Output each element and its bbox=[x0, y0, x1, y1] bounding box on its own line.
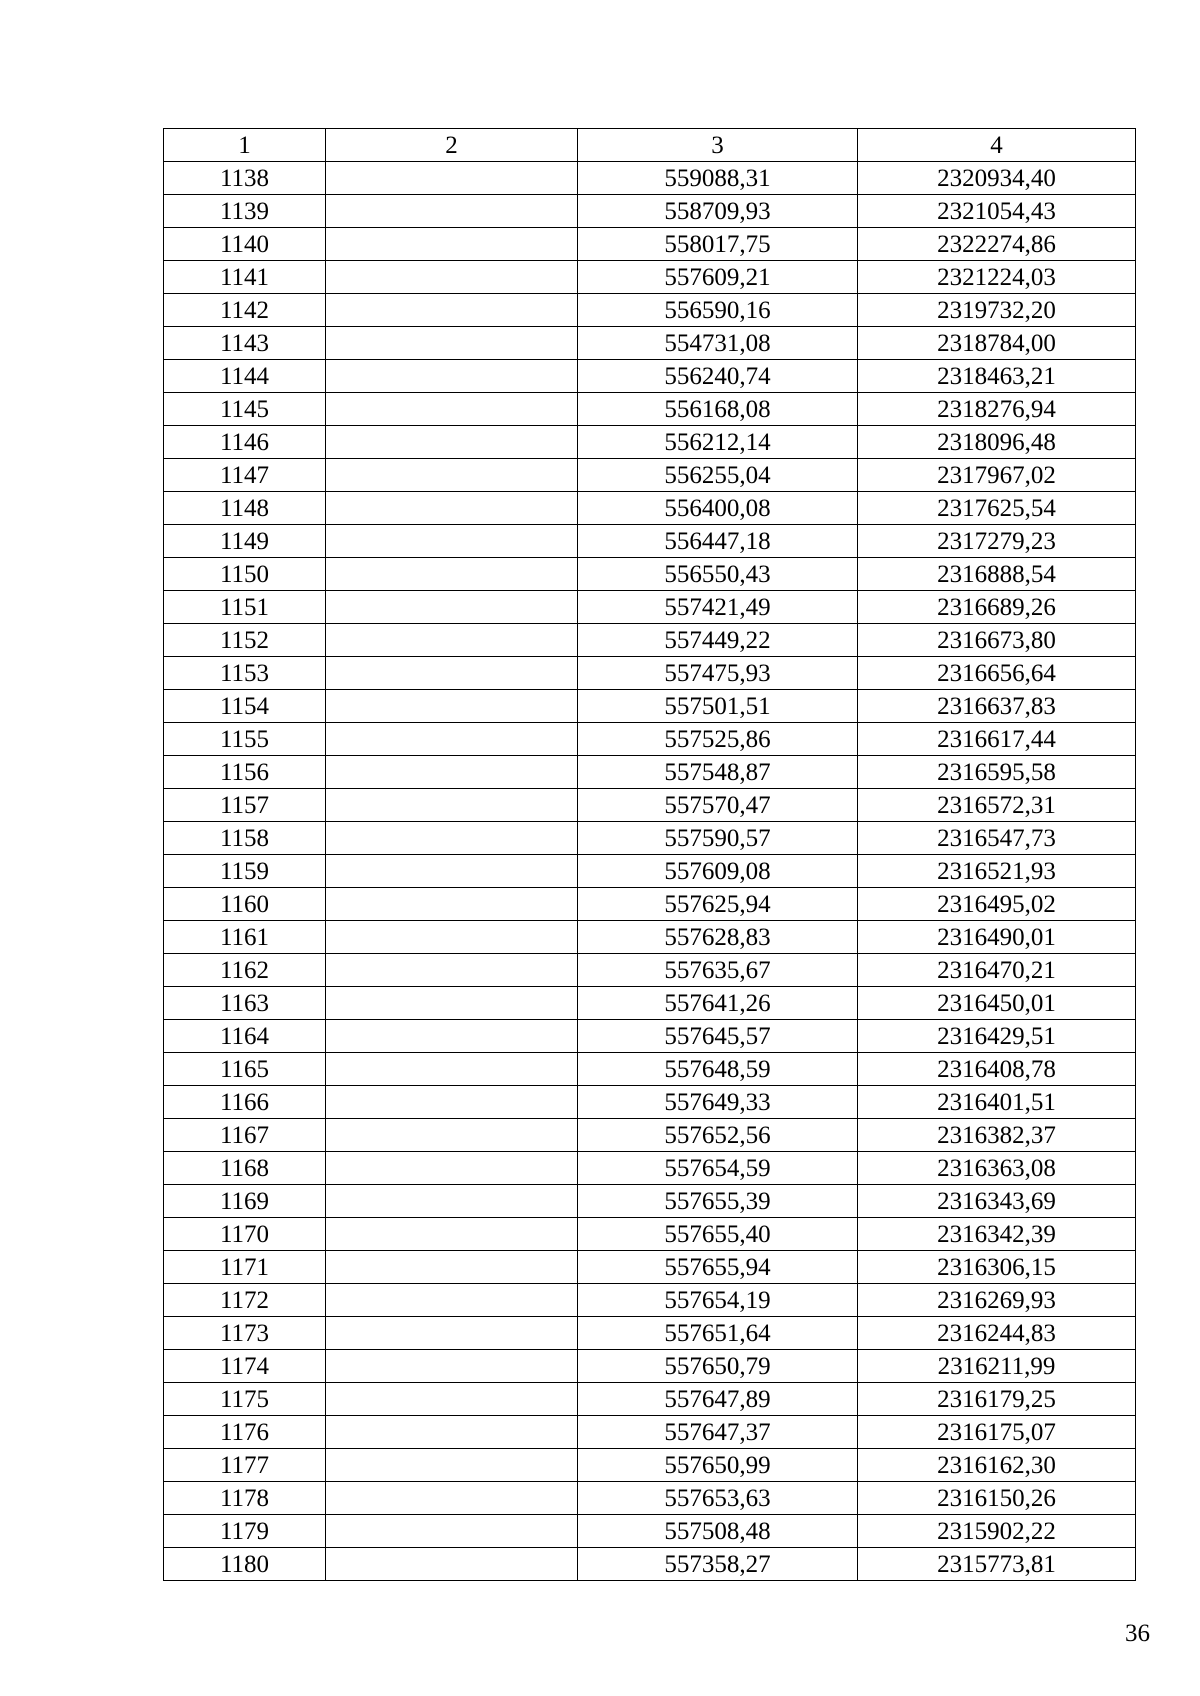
point-number-cell: 1176 bbox=[164, 1416, 326, 1449]
table-row bbox=[164, 162, 1136, 195]
coordinate-y-cell: 2316179,25 bbox=[858, 1383, 1136, 1416]
coordinate-x-cell: 557648,59 bbox=[578, 1053, 858, 1086]
column-2-cell bbox=[326, 987, 578, 1020]
table-row bbox=[164, 1020, 1136, 1053]
table-row bbox=[164, 558, 1136, 591]
coordinate-x-cell: 557570,47 bbox=[578, 789, 858, 822]
column-2-cell bbox=[326, 1482, 578, 1515]
column-2-cell bbox=[326, 1416, 578, 1449]
table-row bbox=[164, 393, 1136, 426]
table-row bbox=[164, 1548, 1136, 1581]
point-number-cell: 1148 bbox=[164, 492, 326, 525]
table-header bbox=[164, 129, 1136, 162]
table-row bbox=[164, 1416, 1136, 1449]
point-number-cell: 1159 bbox=[164, 855, 326, 888]
point-number-cell: 1164 bbox=[164, 1020, 326, 1053]
coordinate-x-cell: 557609,08 bbox=[578, 855, 858, 888]
column-2-cell bbox=[326, 558, 578, 591]
column-header-1: 1 bbox=[164, 129, 326, 162]
header-row bbox=[164, 129, 1136, 162]
table-row bbox=[164, 1053, 1136, 1086]
table-row bbox=[164, 987, 1136, 1020]
column-2-cell bbox=[326, 294, 578, 327]
point-number-cell: 1151 bbox=[164, 591, 326, 624]
column-2-cell bbox=[326, 195, 578, 228]
coordinate-y-cell: 2316211,99 bbox=[858, 1350, 1136, 1383]
column-2-cell bbox=[326, 954, 578, 987]
table-row bbox=[164, 756, 1136, 789]
coordinate-y-cell: 2318784,00 bbox=[858, 327, 1136, 360]
table-row bbox=[164, 723, 1136, 756]
point-number-cell: 1162 bbox=[164, 954, 326, 987]
table-body bbox=[164, 162, 1136, 1581]
coordinate-x-cell: 556447,18 bbox=[578, 525, 858, 558]
coordinate-y-cell: 2316547,73 bbox=[858, 822, 1136, 855]
coordinate-y-cell: 2316673,80 bbox=[858, 624, 1136, 657]
point-number-cell: 1180 bbox=[164, 1548, 326, 1581]
coordinate-x-cell: 557654,19 bbox=[578, 1284, 858, 1317]
column-2-cell bbox=[326, 327, 578, 360]
table-row bbox=[164, 1383, 1136, 1416]
coordinate-y-cell: 2317625,54 bbox=[858, 492, 1136, 525]
column-2-cell bbox=[326, 789, 578, 822]
point-number-cell: 1155 bbox=[164, 723, 326, 756]
point-number-cell: 1150 bbox=[164, 558, 326, 591]
page-number: 36 bbox=[1125, 1620, 1150, 1647]
table-row bbox=[164, 525, 1136, 558]
coordinate-x-cell: 556240,74 bbox=[578, 360, 858, 393]
point-number-cell: 1141 bbox=[164, 261, 326, 294]
table-row bbox=[164, 459, 1136, 492]
table-row bbox=[164, 261, 1136, 294]
column-2-cell bbox=[326, 1515, 578, 1548]
table-row bbox=[164, 426, 1136, 459]
coordinate-y-cell: 2316162,30 bbox=[858, 1449, 1136, 1482]
coordinate-y-cell: 2316450,01 bbox=[858, 987, 1136, 1020]
point-number-cell: 1175 bbox=[164, 1383, 326, 1416]
coordinate-x-cell: 557647,89 bbox=[578, 1383, 858, 1416]
table-row bbox=[164, 195, 1136, 228]
coordinate-y-cell: 2316617,44 bbox=[858, 723, 1136, 756]
table-row bbox=[164, 1251, 1136, 1284]
table-row bbox=[164, 690, 1136, 723]
coordinate-y-cell: 2316656,64 bbox=[858, 657, 1136, 690]
column-2-cell bbox=[326, 921, 578, 954]
coordinate-x-cell: 557641,26 bbox=[578, 987, 858, 1020]
column-2-cell bbox=[326, 1086, 578, 1119]
table-row bbox=[164, 360, 1136, 393]
column-header-2: 2 bbox=[326, 129, 578, 162]
table-row bbox=[164, 1449, 1136, 1482]
coordinate-x-cell: 557625,94 bbox=[578, 888, 858, 921]
coordinate-y-cell: 2318463,21 bbox=[858, 360, 1136, 393]
coordinate-y-cell: 2316888,54 bbox=[858, 558, 1136, 591]
coordinate-y-cell: 2316175,07 bbox=[858, 1416, 1136, 1449]
coordinate-y-cell: 2316470,21 bbox=[858, 954, 1136, 987]
coordinate-y-cell: 2316490,01 bbox=[858, 921, 1136, 954]
coordinate-y-cell: 2316244,83 bbox=[858, 1317, 1136, 1350]
coordinate-x-cell: 557421,49 bbox=[578, 591, 858, 624]
coordinate-x-cell: 557609,21 bbox=[578, 261, 858, 294]
point-number-cell: 1177 bbox=[164, 1449, 326, 1482]
point-number-cell: 1140 bbox=[164, 228, 326, 261]
column-2-cell bbox=[326, 1383, 578, 1416]
column-2-cell bbox=[326, 1218, 578, 1251]
coordinate-y-cell: 2316269,93 bbox=[858, 1284, 1136, 1317]
table-row bbox=[164, 1515, 1136, 1548]
coordinate-x-cell: 557650,79 bbox=[578, 1350, 858, 1383]
table-row bbox=[164, 888, 1136, 921]
point-number-cell: 1167 bbox=[164, 1119, 326, 1152]
coordinate-y-cell: 2322274,86 bbox=[858, 228, 1136, 261]
table-row bbox=[164, 327, 1136, 360]
coordinate-x-cell: 557645,57 bbox=[578, 1020, 858, 1053]
coordinate-y-cell: 2316637,83 bbox=[858, 690, 1136, 723]
coordinate-x-cell: 557590,57 bbox=[578, 822, 858, 855]
point-number-cell: 1145 bbox=[164, 393, 326, 426]
coordinate-y-cell: 2316595,58 bbox=[858, 756, 1136, 789]
table-row bbox=[164, 921, 1136, 954]
point-number-cell: 1154 bbox=[164, 690, 326, 723]
table-row bbox=[164, 624, 1136, 657]
point-number-cell: 1161 bbox=[164, 921, 326, 954]
coordinate-y-cell: 2316306,15 bbox=[858, 1251, 1136, 1284]
column-2-cell bbox=[326, 591, 578, 624]
point-number-cell: 1179 bbox=[164, 1515, 326, 1548]
coordinate-y-cell: 2316495,02 bbox=[858, 888, 1136, 921]
column-2-cell bbox=[326, 1548, 578, 1581]
table-row bbox=[164, 855, 1136, 888]
column-2-cell bbox=[326, 723, 578, 756]
column-2-cell bbox=[326, 459, 578, 492]
coordinate-y-cell: 2316521,93 bbox=[858, 855, 1136, 888]
point-number-cell: 1165 bbox=[164, 1053, 326, 1086]
coordinate-y-cell: 2321224,03 bbox=[858, 261, 1136, 294]
coordinate-x-cell: 556550,43 bbox=[578, 558, 858, 591]
point-number-cell: 1172 bbox=[164, 1284, 326, 1317]
column-header-4: 4 bbox=[858, 129, 1136, 162]
coordinate-y-cell: 2316401,51 bbox=[858, 1086, 1136, 1119]
coordinate-y-cell: 2316150,26 bbox=[858, 1482, 1136, 1515]
coordinate-x-cell: 558017,75 bbox=[578, 228, 858, 261]
coordinate-x-cell: 557647,37 bbox=[578, 1416, 858, 1449]
coordinate-x-cell: 556255,04 bbox=[578, 459, 858, 492]
column-2-cell bbox=[326, 525, 578, 558]
coordinate-x-cell: 556168,08 bbox=[578, 393, 858, 426]
coordinate-y-cell: 2316689,26 bbox=[858, 591, 1136, 624]
column-2-cell bbox=[326, 855, 578, 888]
column-2-cell bbox=[326, 393, 578, 426]
coordinate-x-cell: 557650,99 bbox=[578, 1449, 858, 1482]
coordinate-y-cell: 2316572,31 bbox=[858, 789, 1136, 822]
table-row bbox=[164, 228, 1136, 261]
point-number-cell: 1143 bbox=[164, 327, 326, 360]
column-2-cell bbox=[326, 690, 578, 723]
point-number-cell: 1149 bbox=[164, 525, 326, 558]
table-row bbox=[164, 789, 1136, 822]
column-2-cell bbox=[326, 1119, 578, 1152]
coordinate-x-cell: 557655,39 bbox=[578, 1185, 858, 1218]
coordinate-x-cell: 557651,64 bbox=[578, 1317, 858, 1350]
point-number-cell: 1153 bbox=[164, 657, 326, 690]
point-number-cell: 1157 bbox=[164, 789, 326, 822]
table-row bbox=[164, 1284, 1136, 1317]
point-number-cell: 1138 bbox=[164, 162, 326, 195]
coordinate-y-cell: 2316382,37 bbox=[858, 1119, 1136, 1152]
column-2-cell bbox=[326, 1284, 578, 1317]
coordinate-x-cell: 554731,08 bbox=[578, 327, 858, 360]
column-2-cell bbox=[326, 1350, 578, 1383]
coordinate-x-cell: 557628,83 bbox=[578, 921, 858, 954]
column-2-cell bbox=[326, 1251, 578, 1284]
column-2-cell bbox=[326, 822, 578, 855]
coordinate-y-cell: 2320934,40 bbox=[858, 162, 1136, 195]
column-2-cell bbox=[326, 492, 578, 525]
table-row bbox=[164, 1482, 1136, 1515]
coordinate-x-cell: 557653,63 bbox=[578, 1482, 858, 1515]
point-number-cell: 1152 bbox=[164, 624, 326, 657]
coordinate-x-cell: 557475,93 bbox=[578, 657, 858, 690]
point-number-cell: 1142 bbox=[164, 294, 326, 327]
column-header-3: 3 bbox=[578, 129, 858, 162]
table-row bbox=[164, 1317, 1136, 1350]
point-number-cell: 1139 bbox=[164, 195, 326, 228]
coordinate-x-cell: 558709,93 bbox=[578, 195, 858, 228]
point-number-cell: 1174 bbox=[164, 1350, 326, 1383]
table-row bbox=[164, 1086, 1136, 1119]
column-2-cell bbox=[326, 1185, 578, 1218]
coordinate-y-cell: 2318096,48 bbox=[858, 426, 1136, 459]
point-number-cell: 1160 bbox=[164, 888, 326, 921]
column-2-cell bbox=[326, 228, 578, 261]
coordinate-x-cell: 557655,40 bbox=[578, 1218, 858, 1251]
point-number-cell: 1147 bbox=[164, 459, 326, 492]
point-number-cell: 1170 bbox=[164, 1218, 326, 1251]
point-number-cell: 1171 bbox=[164, 1251, 326, 1284]
table-row bbox=[164, 1350, 1136, 1383]
column-2-cell bbox=[326, 1449, 578, 1482]
table-row bbox=[164, 294, 1136, 327]
coordinates-table bbox=[163, 128, 1136, 1581]
coordinate-x-cell: 557508,48 bbox=[578, 1515, 858, 1548]
point-number-cell: 1166 bbox=[164, 1086, 326, 1119]
coordinate-x-cell: 557652,56 bbox=[578, 1119, 858, 1152]
coordinate-y-cell: 2316429,51 bbox=[858, 1020, 1136, 1053]
column-2-cell bbox=[326, 657, 578, 690]
column-2-cell bbox=[326, 888, 578, 921]
column-2-cell bbox=[326, 426, 578, 459]
table-row bbox=[164, 657, 1136, 690]
table-row bbox=[164, 1218, 1136, 1251]
point-number-cell: 1163 bbox=[164, 987, 326, 1020]
column-2-cell bbox=[326, 261, 578, 294]
column-2-cell bbox=[326, 162, 578, 195]
coordinate-y-cell: 2321054,43 bbox=[858, 195, 1136, 228]
coordinate-x-cell: 557655,94 bbox=[578, 1251, 858, 1284]
coordinate-x-cell: 557635,67 bbox=[578, 954, 858, 987]
column-2-cell bbox=[326, 360, 578, 393]
point-number-cell: 1168 bbox=[164, 1152, 326, 1185]
coordinate-x-cell: 556590,16 bbox=[578, 294, 858, 327]
coordinate-y-cell: 2316342,39 bbox=[858, 1218, 1136, 1251]
table-row bbox=[164, 591, 1136, 624]
column-2-cell bbox=[326, 1020, 578, 1053]
coordinate-x-cell: 556212,14 bbox=[578, 426, 858, 459]
table-row bbox=[164, 492, 1136, 525]
coordinate-y-cell: 2317967,02 bbox=[858, 459, 1136, 492]
coordinate-x-cell: 557449,22 bbox=[578, 624, 858, 657]
coordinate-y-cell: 2316363,08 bbox=[858, 1152, 1136, 1185]
coordinate-y-cell: 2317279,23 bbox=[858, 525, 1136, 558]
column-2-cell bbox=[326, 1317, 578, 1350]
table-row bbox=[164, 822, 1136, 855]
coordinate-y-cell: 2319732,20 bbox=[858, 294, 1136, 327]
coordinate-x-cell: 557654,59 bbox=[578, 1152, 858, 1185]
table-row bbox=[164, 954, 1136, 987]
column-2-cell bbox=[326, 756, 578, 789]
coordinate-x-cell: 557358,27 bbox=[578, 1548, 858, 1581]
point-number-cell: 1169 bbox=[164, 1185, 326, 1218]
point-number-cell: 1173 bbox=[164, 1317, 326, 1350]
coordinate-x-cell: 557649,33 bbox=[578, 1086, 858, 1119]
coordinate-y-cell: 2315902,22 bbox=[858, 1515, 1136, 1548]
coordinate-x-cell: 557548,87 bbox=[578, 756, 858, 789]
column-2-cell bbox=[326, 624, 578, 657]
table-row bbox=[164, 1185, 1136, 1218]
coordinate-y-cell: 2316343,69 bbox=[858, 1185, 1136, 1218]
coordinate-y-cell: 2318276,94 bbox=[858, 393, 1136, 426]
coordinate-y-cell: 2315773,81 bbox=[858, 1548, 1136, 1581]
coordinate-x-cell: 557501,51 bbox=[578, 690, 858, 723]
point-number-cell: 1158 bbox=[164, 822, 326, 855]
coordinate-x-cell: 559088,31 bbox=[578, 162, 858, 195]
table-row bbox=[164, 1119, 1136, 1152]
point-number-cell: 1146 bbox=[164, 426, 326, 459]
coordinate-x-cell: 557525,86 bbox=[578, 723, 858, 756]
column-2-cell bbox=[326, 1053, 578, 1086]
point-number-cell: 1156 bbox=[164, 756, 326, 789]
point-number-cell: 1144 bbox=[164, 360, 326, 393]
table-row bbox=[164, 1152, 1136, 1185]
point-number-cell: 1178 bbox=[164, 1482, 326, 1515]
coordinate-y-cell: 2316408,78 bbox=[858, 1053, 1136, 1086]
column-2-cell bbox=[326, 1152, 578, 1185]
coordinate-x-cell: 556400,08 bbox=[578, 492, 858, 525]
